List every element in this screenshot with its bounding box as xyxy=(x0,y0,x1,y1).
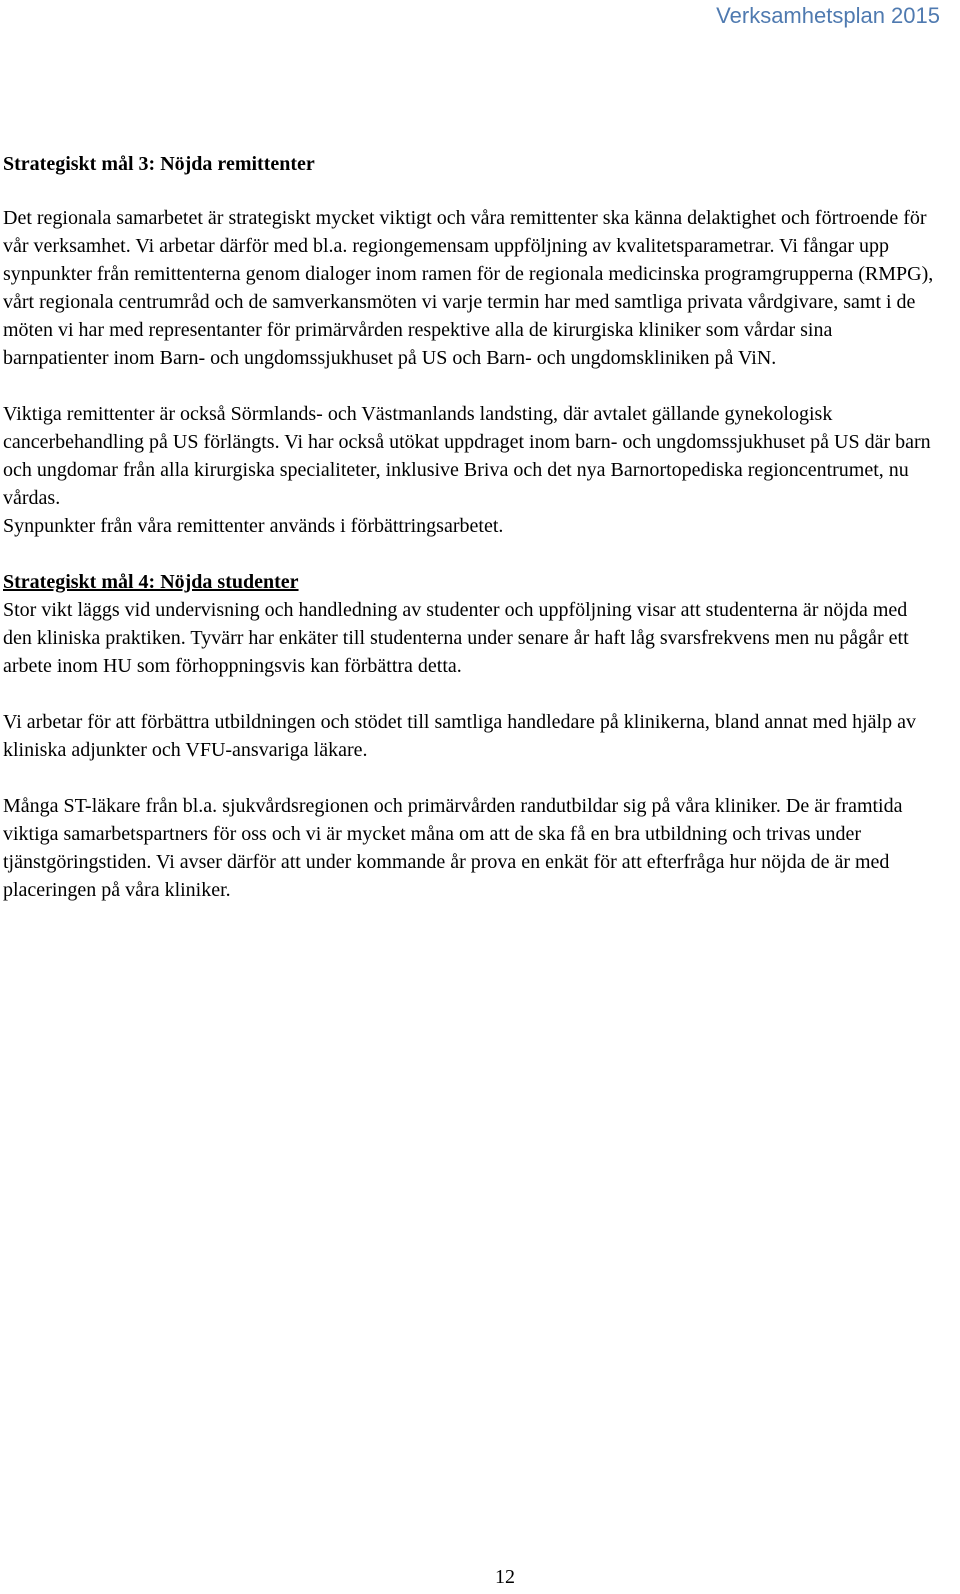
document-body xyxy=(3,150,938,904)
goal4-paragraph-2: Vi arbetar för att förbättra utbildningen och stödet till samtliga handledare på klinikerna, bland annat med hjälp av kliniska adjunkter och VFU-ansvariga läkare. xyxy=(3,711,916,761)
goal3-paragraph-2: Viktiga remittenter är också Sörmlands- och Västmanlands landsting, där avtalet gällande gynekologisk cancerbehandling på US förlängts. Vi har också utökat uppdraget inom barn- och ungdomssjukhuset på US där barn och ungdomar från alla kirurgiska specialiteter, inklusive Briva och det nya Barnortopediska regioncentrumet, nu vårdas. xyxy=(3,403,931,509)
goal3-heading: Strategiskt mål 3: Nöjda remittenter xyxy=(3,153,315,175)
page-number: 12 xyxy=(495,1566,515,1588)
goal3-paragraph-3: Synpunkter från våra remittenter används i förbättringsarbetet. xyxy=(3,515,504,537)
goal4-heading: Strategiskt mål 4: Nöjda studenter xyxy=(3,571,299,593)
goal4-paragraph-3: Många ST-läkare från bl.a. sjukvårdsregionen och primärvården randutbildar sig på våra kliniker. De är framtida viktiga samarbetspartners för oss och vi är mycket måna om att de ska få en bra utbildning och trivas under tjänstgöringstiden. Vi avser därför att under kommande år prova en enkät för att efterfråga hur nöjda de är med placeringen på våra kliniker. xyxy=(3,795,903,901)
running-header-title: Verksamhetsplan 2015 xyxy=(716,3,940,28)
goal4-paragraph-1: Stor vikt läggs vid undervisning och handledning av studenter och uppföljning visar att studenterna är nöjda med den kliniska praktiken. Tyvärr har enkäter till studenterna under senare år haft låg svarsfrekvens men nu pågår ett arbete inom HU som förhoppningsvis kan förbättra detta. xyxy=(3,599,909,677)
goal3-paragraph-1: Det regionala samarbetet är strategiskt mycket viktigt och våra remittenter ska känna delaktighet och förtroende för vår verksamhet. Vi arbetar därför med bl.a. regiongemensam uppföljning av kvalitetsparametrar. Vi fångar upp synpunkter från remittenterna genom dialoger inom ramen för de regionala medicinska programgrupperna (RMPG), vårt regionala centrumråd och de samverkansmöten vi varje termin har med samtliga privata vårdgivare, samt i de möten vi har med representanter för primärvården respektive alla de kirurgiska kliniker som vårdar sina barnpatienter inom Barn- och ungdomssjukhuset på US och Barn- och ungdomskliniken på ViN. xyxy=(3,207,934,369)
